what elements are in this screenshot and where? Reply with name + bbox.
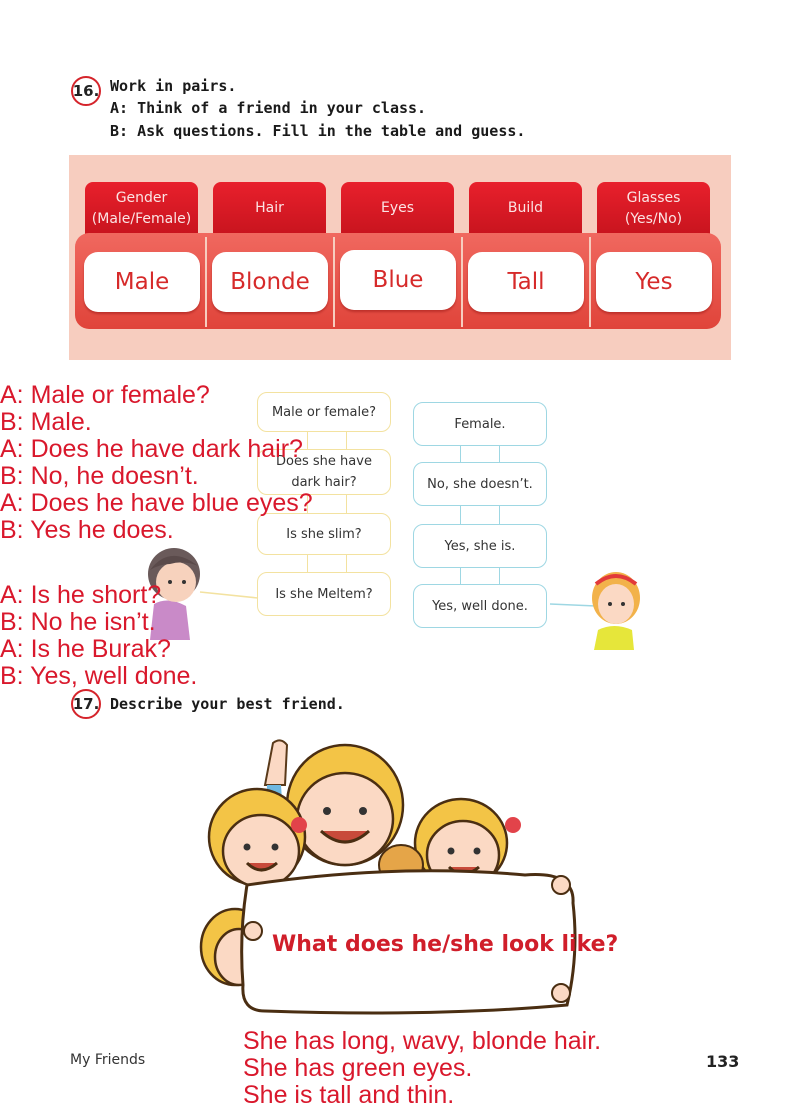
question-bubble: Male or female?	[257, 392, 391, 432]
table-divider	[205, 237, 207, 327]
handwritten-answer-line: She has long, wavy, blonde hair.	[243, 1027, 602, 1055]
table-header-gender: Gender (Male/Female)	[85, 182, 198, 235]
answer-bubble: Yes, well done.	[413, 584, 547, 628]
exercise-16-number: 16.	[71, 76, 101, 106]
handwritten-line: A: Is he short?	[0, 581, 162, 609]
table-header-glasses: Glasses (Yes/No)	[597, 182, 710, 235]
table-cell-glasses: Yes	[596, 252, 712, 312]
page-number: 133	[706, 1052, 740, 1071]
table-divider	[461, 237, 463, 327]
handwritten-line: A: Male or female?	[0, 381, 210, 409]
handwritten-line: A: Does he have blue eyes?	[0, 489, 313, 517]
table-cell-build: Tall	[468, 252, 584, 312]
handwritten-answer-line: She has green eyes.	[243, 1054, 473, 1082]
children-sign-illustration	[195, 735, 615, 1035]
question-bubble: Is she slim?	[257, 513, 391, 555]
handwritten-line: B: Yes, well done.	[0, 662, 198, 690]
girl-character-illustration	[540, 560, 640, 650]
ex16-instruction-3: B: Ask questions. Fill in the table and guess.	[110, 122, 526, 140]
table-header-eyes: Eyes	[341, 182, 454, 235]
table-cell-eyes: Blue	[340, 250, 456, 310]
question-bubble: Is she Meltem?	[257, 572, 391, 616]
bubble-connector	[307, 552, 347, 574]
answer-bubble: No, she doesn’t.	[413, 462, 547, 506]
handwritten-line: B: Yes he does.	[0, 516, 174, 544]
ex16-instruction-1: Work in pairs.	[110, 77, 237, 95]
footer-unit-title: My Friends	[70, 1052, 146, 1068]
ex16-instruction-2: A: Think of a friend in your class.	[110, 99, 427, 117]
table-divider	[589, 237, 591, 327]
ex17-instruction: Describe your best friend.	[110, 695, 345, 713]
table-header-hair: Hair	[213, 182, 326, 235]
answer-bubble: Female.	[413, 402, 547, 446]
handwritten-line: B: Male.	[0, 408, 92, 436]
handwritten-line: B: No, he doesn’t.	[0, 462, 199, 490]
handwritten-line: A: Is he Burak?	[0, 635, 171, 663]
sign-question-text: What does he/she look like?	[272, 932, 619, 957]
exercise-17-number: 17.	[71, 689, 101, 719]
handwritten-line: A: Does he have dark hair?	[0, 435, 303, 463]
question-bubble: Does she have dark hair?	[257, 449, 391, 495]
handwritten-answer-line: She is tall and thin.	[243, 1081, 455, 1109]
table-divider	[333, 237, 335, 327]
table-header-build: Build	[469, 182, 582, 235]
table-cell-gender: Male	[84, 252, 200, 312]
answer-bubble: Yes, she is.	[413, 524, 547, 568]
handwritten-line: B: No he isn’t.	[0, 608, 156, 636]
table-cell-hair: Blonde	[212, 252, 328, 312]
